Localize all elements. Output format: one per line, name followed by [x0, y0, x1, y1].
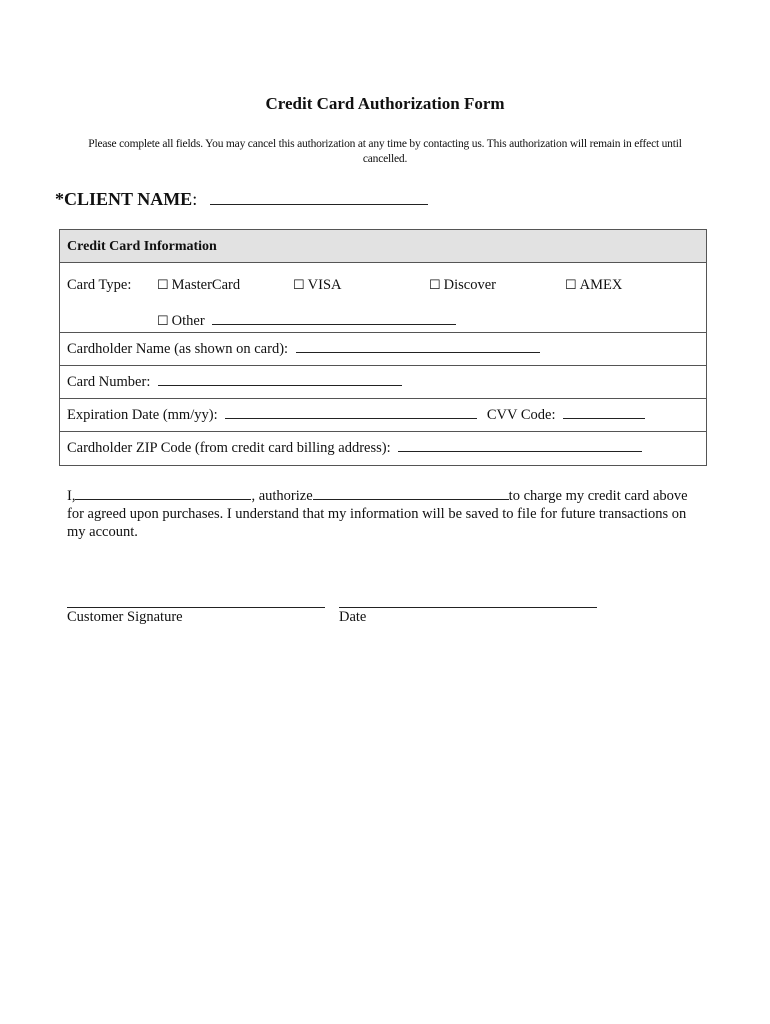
cardholder-name-label: Cardholder Name (as shown on card): [67, 341, 289, 357]
option-amex[interactable] [565, 277, 622, 294]
option-other[interactable] [157, 310, 456, 330]
client-name-label: *CLIENT NAME [55, 189, 193, 209]
checkbox-icon[interactable]: ☐ [565, 277, 577, 292]
card-info-header: Credit Card Information [60, 230, 706, 263]
option-discover[interactable] [429, 277, 496, 294]
client-name-colon: : [192, 189, 198, 209]
date-line[interactable] [339, 607, 597, 608]
checkbox-icon[interactable]: ☐ [429, 277, 441, 292]
option-discover-label: Discover [443, 277, 496, 293]
date-block [339, 607, 597, 626]
customer-signature-label: Customer Signature [67, 609, 183, 625]
customer-signature-line[interactable] [67, 607, 325, 608]
checkbox-icon[interactable]: ☐ [157, 313, 169, 328]
merchant-name-input[interactable] [313, 486, 509, 500]
option-amex-label: AMEX [579, 277, 623, 293]
option-other-label: Other [171, 313, 205, 329]
zip-row [60, 432, 706, 465]
checkbox-icon[interactable]: ☐ [293, 277, 305, 292]
other-input[interactable] [212, 310, 456, 325]
authorizer-name-input[interactable] [75, 486, 251, 500]
checkbox-icon[interactable]: ☐ [157, 277, 169, 292]
option-mastercard-label: MasterCard [171, 277, 241, 293]
card-number-input[interactable] [158, 371, 402, 386]
expiration-input[interactable] [225, 404, 477, 419]
card-type-label: Card Type: [67, 277, 132, 293]
client-name-input[interactable] [210, 188, 428, 205]
cardholder-name-row [60, 333, 706, 366]
auth-suffix: to charge my credit card [508, 488, 650, 504]
auth-middle: , authorize [251, 488, 313, 504]
expiration-row [60, 399, 706, 432]
option-visa[interactable] [293, 277, 342, 294]
expiration-label: Expiration Date (mm/yy): [67, 407, 218, 423]
auth-rest: above for agreed upon purchases. I understand that my information will be saved to file for future transactions on my account. [67, 488, 688, 540]
customer-signature-block [67, 607, 325, 626]
authorization-statement [67, 486, 707, 541]
card-number-label: Card Number: [67, 374, 151, 390]
form-title: Credit Card Authorization Form [265, 94, 505, 113]
zip-input[interactable] [398, 437, 642, 452]
cardholder-name-input[interactable] [296, 338, 540, 353]
cvv-input[interactable] [563, 404, 645, 419]
auth-prefix: I, [67, 488, 76, 504]
client-name-field [55, 188, 428, 210]
credit-card-info-table [59, 229, 707, 466]
card-number-row [60, 366, 706, 399]
cvv-label: CVV Code: [486, 407, 556, 423]
date-label: Date [339, 609, 367, 625]
option-visa-label: VISA [307, 277, 342, 293]
form-instructions: Please complete all fields. You may cancel this authorization at any time by contacting us. This authorization will remain in effect until cancelled. [88, 138, 682, 165]
option-mastercard[interactable] [157, 277, 240, 294]
zip-label: Cardholder ZIP Code (from credit card billing address): [67, 440, 391, 456]
card-type-row [60, 263, 706, 333]
